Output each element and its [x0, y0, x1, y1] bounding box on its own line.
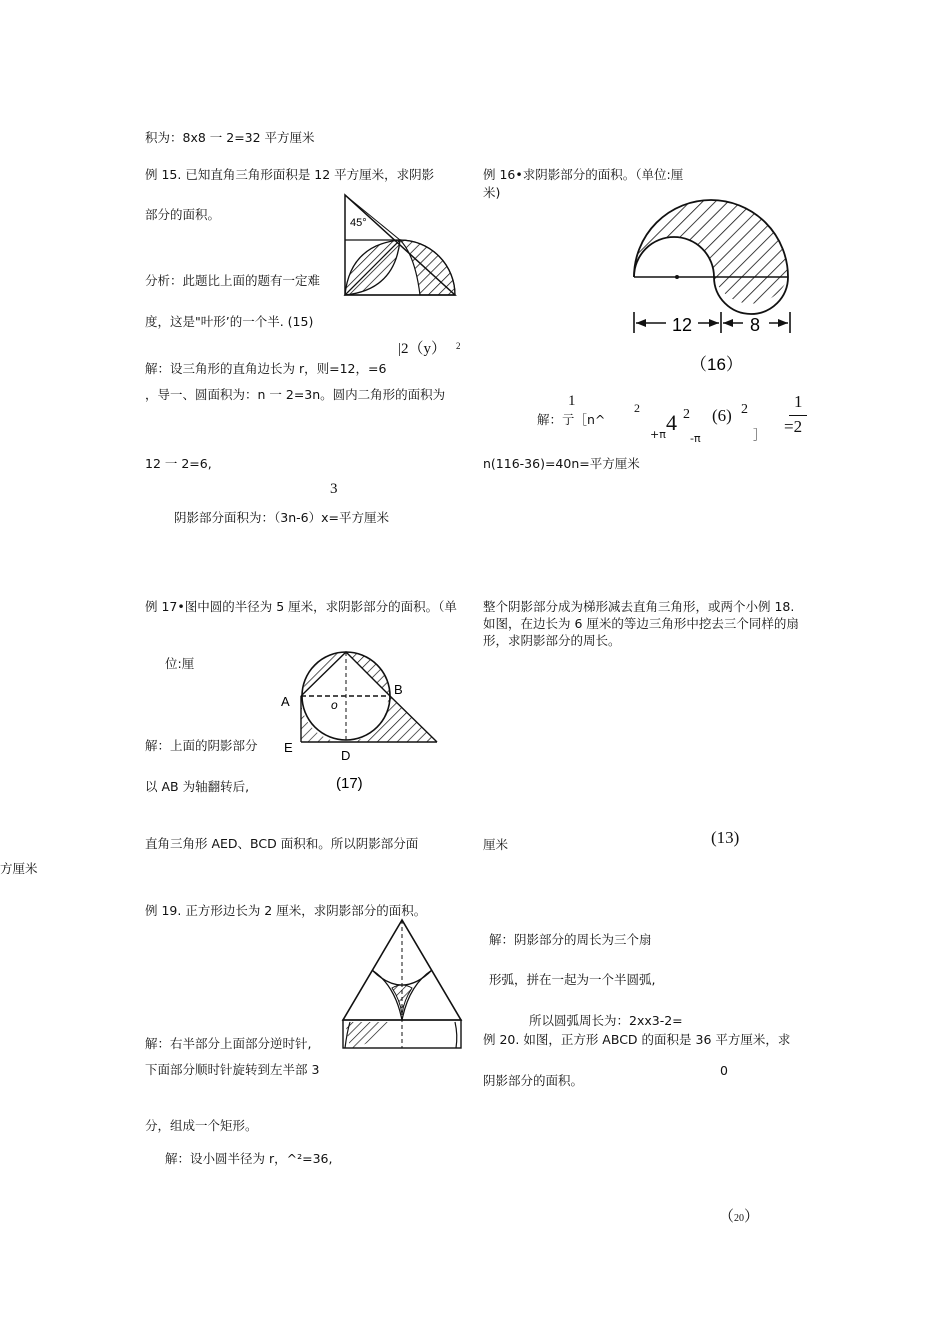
text-line: 部分的面积。 [145, 207, 221, 222]
formula-fragment: 2 [741, 402, 748, 417]
text-line: 形弧，拼在一起为一个半圆弧, [489, 972, 656, 987]
text-line: 度，这是"叶形’的一个半. (15) [145, 314, 314, 329]
example-20-title: 例 20. 如图，正方形 ABCD 的面积是 36 平方厘米，求 [483, 1032, 791, 1047]
formula-fragment: 1 [794, 392, 803, 411]
figure-caption: (13) [711, 828, 740, 847]
dimension-label: 12 [672, 315, 693, 335]
figure-19 [340, 915, 465, 1055]
figure-caption: （16） [690, 355, 743, 374]
formula-fragment: -π [690, 432, 701, 445]
figure-16 [628, 195, 813, 375]
example-19-title: 例 19. 正方形边长为 2 厘米，求阴影部分的面积。 [145, 903, 427, 918]
formula-fragment: =2 [784, 417, 803, 436]
fraction-bar [789, 415, 807, 416]
formula-fragment: +π [650, 428, 666, 441]
text-line: 直角三角形 AED、BCD 面积和。所以阴影部分面 [145, 836, 419, 851]
formula-fragment: 0 [720, 1063, 728, 1078]
caption-number: 20 [734, 1213, 745, 1224]
example-15-title: 例 15. 已知直角三角形面积是 12 平方厘米，求阴影 [145, 167, 435, 182]
angle-label: 45° [350, 217, 367, 229]
point-label: A [281, 694, 290, 709]
example-16-title: 例 16•求阴影部分的面积。（单位:厘 [483, 167, 684, 182]
text-line: 位:厘 [165, 656, 195, 671]
figure-15 [340, 190, 465, 300]
text-line: 解：设三角形的直角边长为 r，则=12，=6 [145, 361, 387, 376]
text-line: 阴影部分的面积。 [483, 1073, 584, 1088]
point-label: E [284, 740, 293, 755]
formula-fragment: 2 [634, 401, 640, 415]
figure-17 [280, 645, 445, 795]
text-line: 分析：此题比上面的题有一定难 [145, 273, 321, 288]
point-label: D [341, 748, 351, 763]
text-line: 厘米 [483, 837, 509, 852]
text-line: 解：上面的阴影部分 [145, 738, 258, 753]
text-line: 所以圆弧周长为：2xx3-2= [529, 1013, 683, 1028]
example-17-title: 例 17•图中圆的半径为 5 厘米，求阴影部分的面积。（单 [145, 599, 457, 614]
formula-superscript: 2 [456, 341, 461, 351]
formula-fragment: ］ [753, 427, 766, 442]
text-line: ，导一、圆面积为：n 一 2=3n。圆内二角形的面积为 [145, 387, 446, 402]
formula-fragment: 1 [568, 393, 576, 409]
text-line: 以 AB 为轴翻转后, [145, 779, 250, 794]
formula-fragment: |2（y） [398, 341, 447, 357]
dimension-label: 8 [750, 315, 761, 335]
text-line: 下面部分顺时针旋转到左半部 3 [145, 1062, 320, 1077]
point-label: B [394, 682, 403, 697]
text-line: 方厘米 [0, 861, 38, 876]
text-line: 解：右半部分上面部分逆时针, [145, 1036, 312, 1051]
caption-paren: ） [744, 1209, 760, 1225]
text-line: 12 一 2=6, [145, 456, 212, 471]
formula-fragment: 3 [330, 481, 338, 497]
point-label: o [331, 698, 338, 712]
text-line: 米) [483, 185, 501, 200]
formula-fragment: 解：亍［n^ [537, 412, 606, 427]
figure-caption: (17) [336, 775, 363, 792]
formula-fragment: 4 [666, 410, 677, 435]
text-line: 解：阴影部分的周长为三个扇 [489, 932, 652, 947]
text-line: n(116-36)=40n=平方厘米 [483, 456, 640, 471]
text-line: 积为：8x8 一 2=32 平方厘米 [145, 130, 315, 145]
example-18-title: 整个阴影部分成为梯形减去直角三角形，或两个小例 18. 如图，在边长为 6 厘米的等边三角形中挖去三个同样的扇形，求阴影部分的周长。 [483, 599, 799, 648]
text-line: 阴影部分面积为：（3n-6）x=平方厘米 [174, 510, 389, 525]
formula-fragment: 2 [683, 407, 690, 422]
text-line: 解：设小圆半径为 r，^²=36, [165, 1151, 333, 1166]
figure-caption [719, 1209, 759, 1227]
text-line: 分，组成一个矩形。 [145, 1118, 258, 1133]
formula-fragment: (6) [712, 406, 732, 425]
caption-paren: （ [719, 1209, 735, 1225]
